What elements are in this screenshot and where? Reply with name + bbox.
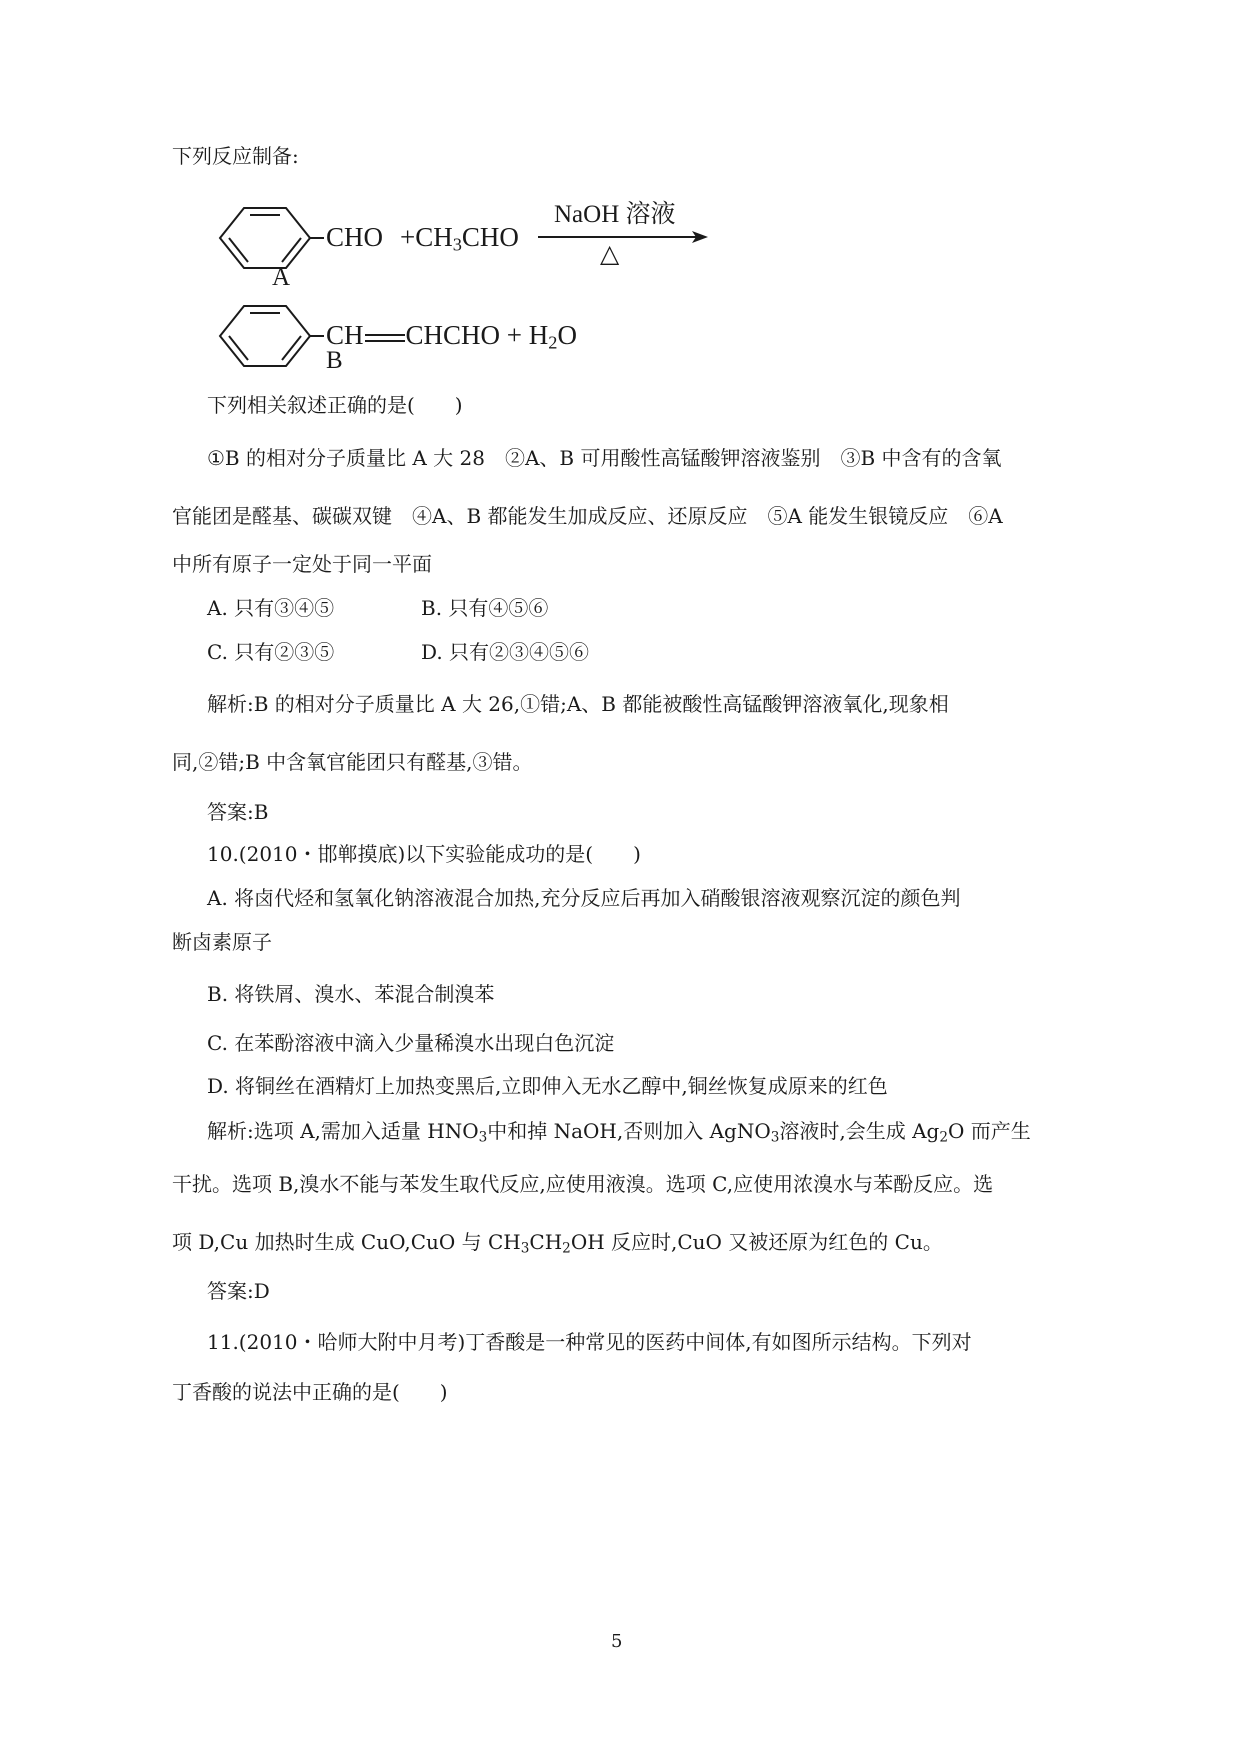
reaction-arrow-icon	[538, 230, 710, 244]
label-b: B	[326, 347, 343, 374]
label-a: A	[272, 264, 291, 291]
q9-statements-line2: 官能团是醛基、碳碳双键 ④A、B 都能发生加成反应、还原反应 ⑤A 能发生银镜反应 ⑥A	[172, 504, 1003, 528]
q10-option-b: B. 将铁屑、溴水、苯混合制溴苯	[207, 982, 495, 1006]
q9-statements-line1: ①B 的相对分子质量比 A 大 28 ②A、B 可用酸性高锰酸钾溶液鉴别 ③B 中含有的含氧	[207, 446, 1002, 470]
reagent-acetaldehyde: $+CH_3CHO$	[400, 222, 519, 255]
benzene-ring-b-icon	[216, 302, 326, 372]
q10-option-a-line2: 断卤素原子	[172, 930, 272, 954]
q9-statements-line3: 中所有原子一定处于同一平面	[172, 552, 432, 576]
q11-line1: 11.(2010・哈师大附中月考)丁香酸是一种常见的医药中间体,有如图所示结构。下列对	[207, 1330, 972, 1354]
q11-line2: 丁香酸的说法中正确的是( )	[172, 1380, 448, 1404]
q9-analysis-line2: 同,②错;B 中含氧官能团只有醛基,③错。	[172, 750, 533, 774]
q9-analysis-line1: 解析:B 的相对分子质量比 A 大 26,①错;A、B 都能被酸性高锰酸钾溶液氧化,现象相	[207, 692, 949, 716]
q10-option-c: C. 在苯酚溶液中滴入少量稀溴水出现白色沉淀	[207, 1031, 615, 1055]
q9-answer: 答案:B	[207, 800, 269, 824]
q9-option-b: B. 只有④⑤⑥	[421, 596, 549, 620]
arrow-condition-top: NaOH 溶液	[554, 201, 676, 228]
q10-answer: 答案:D	[207, 1279, 270, 1303]
q10-analysis-line3: 项 D,Cu 加热时生成 CuO,CuO 与 $CH_3CH_2OH$ 反应时,CuO 又被还原为红色的 Cu。	[172, 1230, 943, 1257]
q9-option-c: C. 只有②③⑤	[207, 640, 335, 664]
benzene-ring-a-icon	[216, 204, 326, 274]
q10-analysis-line1: 解析:选项 A,需加入适量 $HNO_3$中和掉 NaOH,否则加入 AgNO$_3$溶液时,会生成 $Ag_2O$ 而产生	[207, 1119, 1031, 1146]
q9-question: 下列相关叙述正确的是( )	[207, 393, 463, 417]
q10-option-a-line1: A. 将卤代烃和氢氧化钠溶液混合加热,充分反应后再加入硝酸银溶液观察沉淀的颜色判	[207, 886, 961, 910]
q10-question: 10.(2010・邯郸摸底)以下实验能成功的是( )	[207, 842, 641, 866]
q9-option-d: D. 只有②③④⑤⑥	[421, 640, 590, 664]
product-b-formula: CH CHCHO + $H_2O$	[326, 320, 577, 353]
q9-option-a: A. 只有③④⑤	[207, 596, 335, 620]
arrow-condition-bottom: △	[600, 241, 620, 268]
page-number: 5	[611, 1631, 623, 1652]
q10-option-d: D. 将铜丝在酒精灯上加热变黑后,立即伸入无水乙醇中,铜丝恢复成原来的红色	[207, 1074, 888, 1098]
intro-text: 下列反应制备:	[172, 144, 299, 168]
q10-analysis-line2: 干扰。选项 B,溴水不能与苯发生取代反应,应使用液溴。选项 C,应使用浓溴水与苯酚反应。选	[172, 1172, 994, 1196]
aldehyde-group-a: CHO	[326, 222, 384, 252]
double-bond-icon	[365, 331, 405, 345]
